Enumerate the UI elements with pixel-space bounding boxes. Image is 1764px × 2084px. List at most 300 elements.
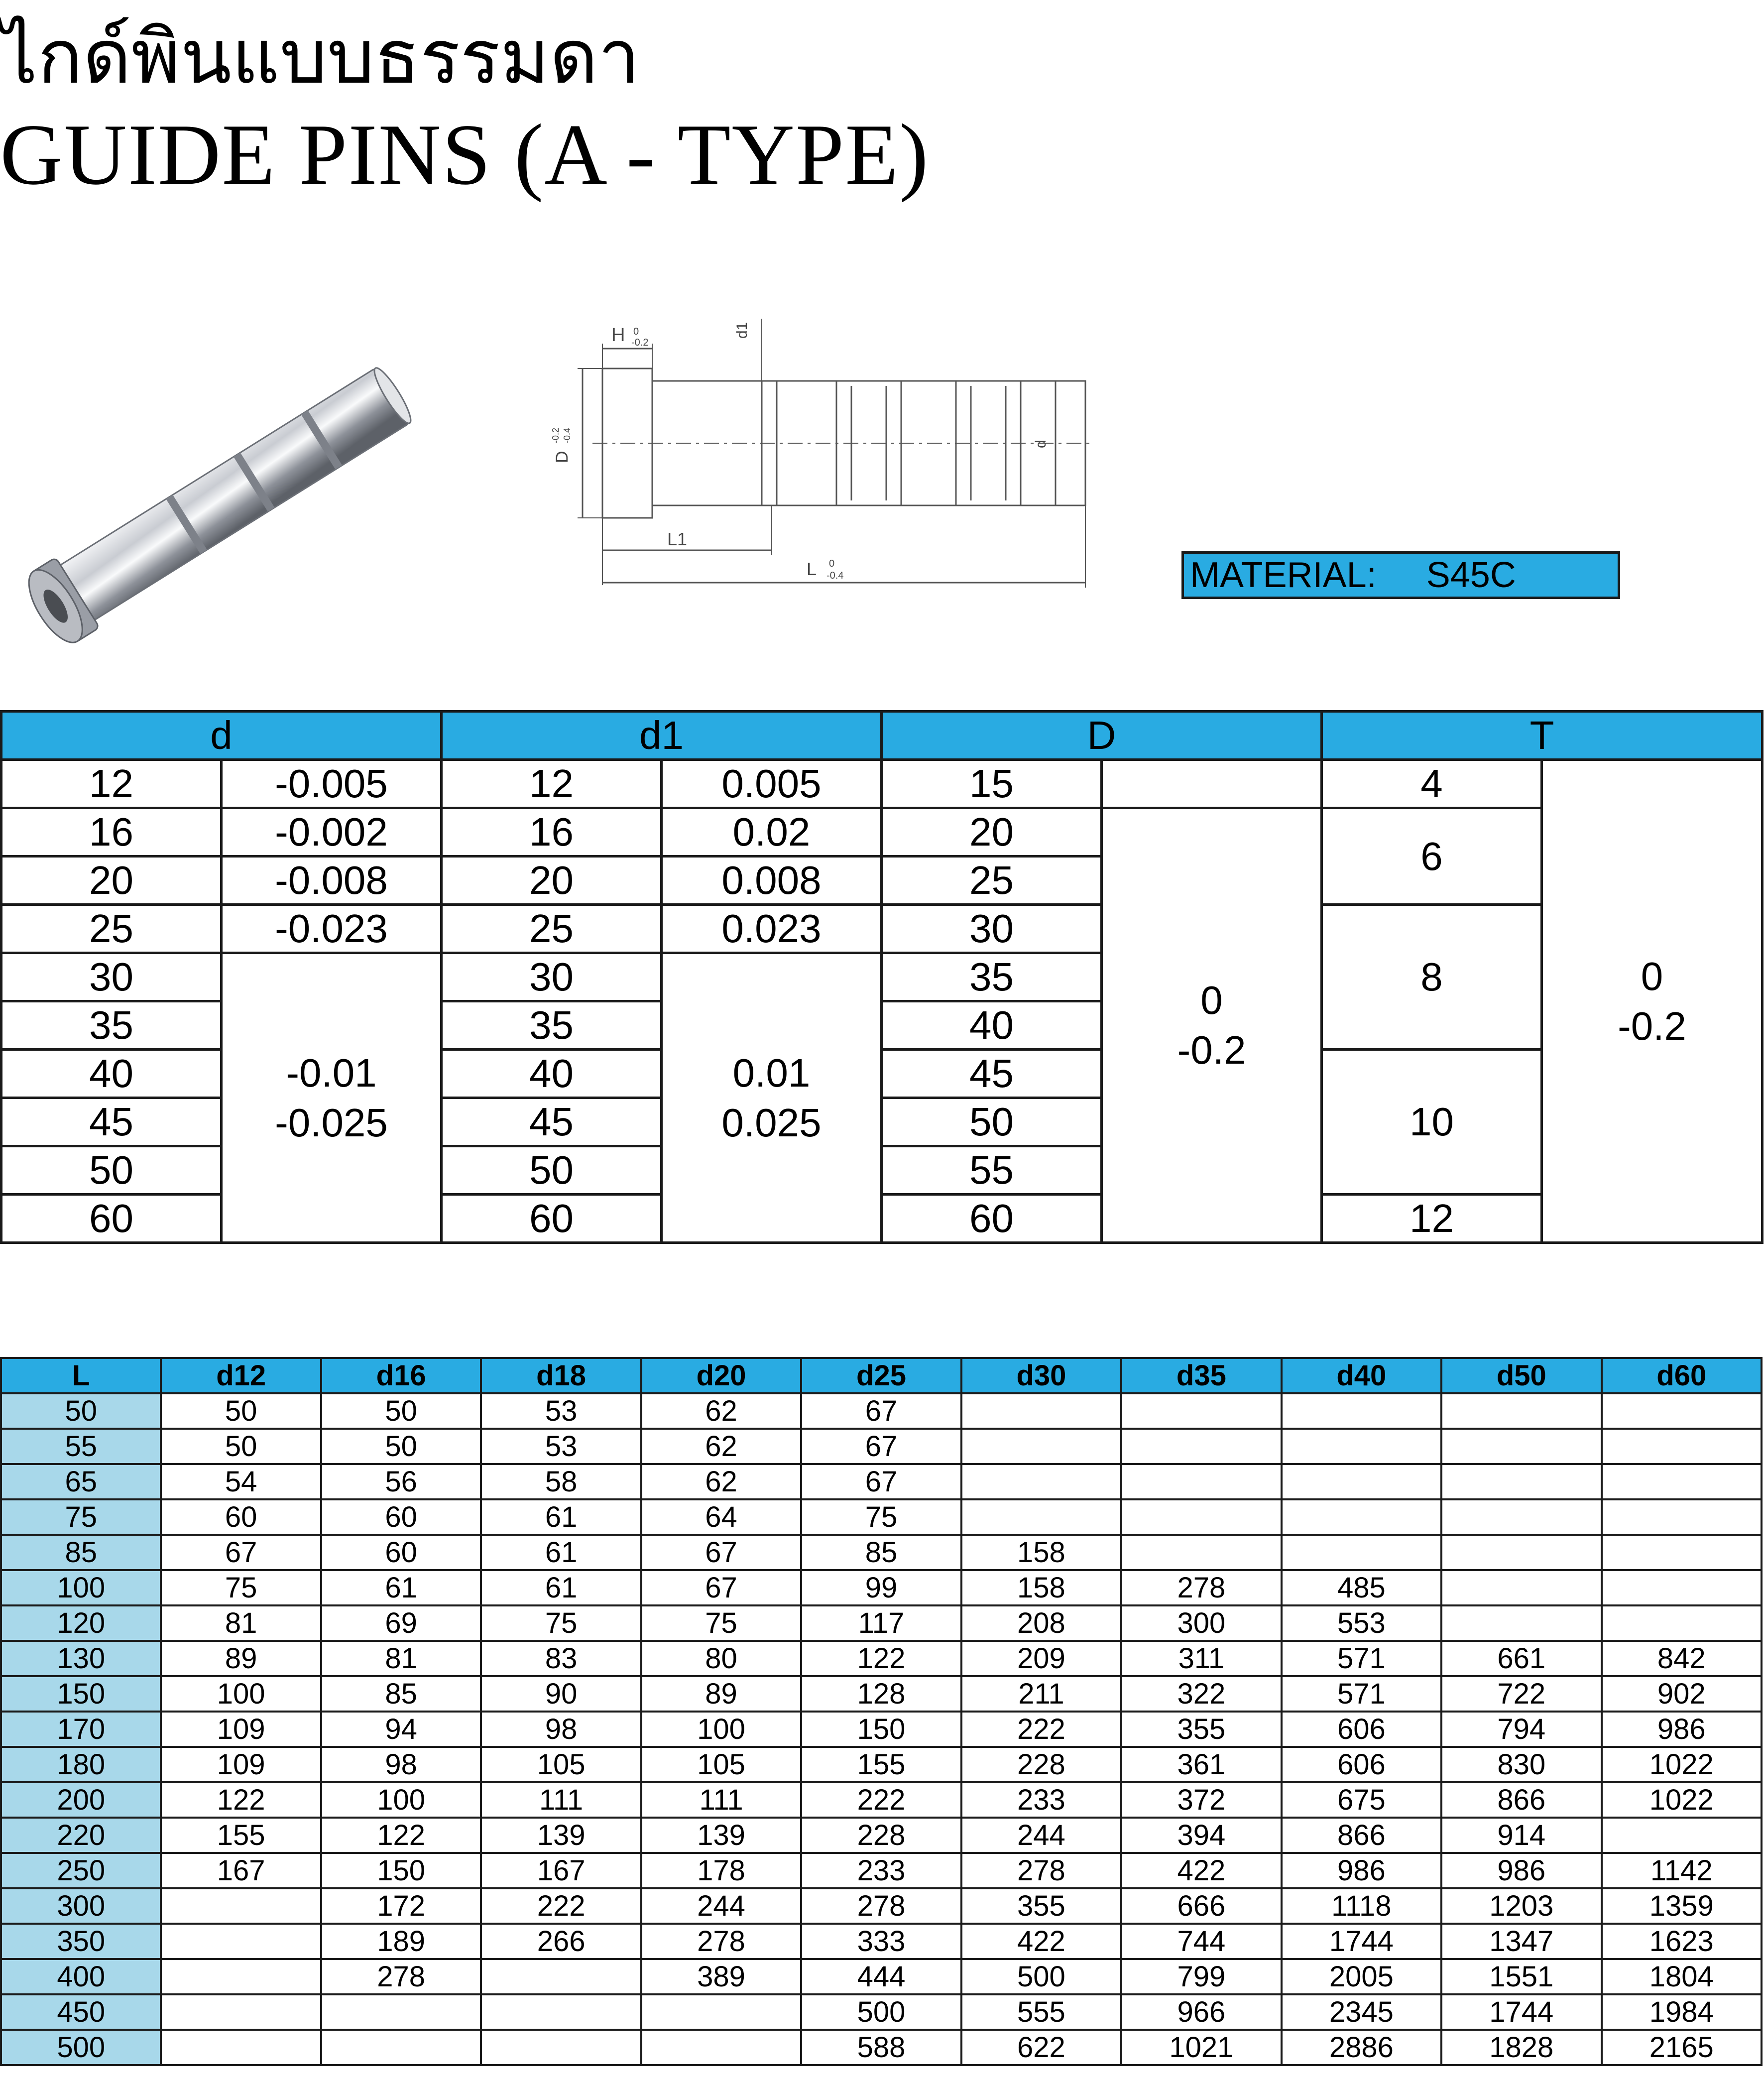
price-cell-d50 bbox=[1441, 1535, 1601, 1570]
price-cell-d12 bbox=[161, 1959, 321, 1994]
price-cell-d60: 1984 bbox=[1602, 1994, 1762, 2030]
spec-cell-T: 10 bbox=[1322, 1050, 1542, 1195]
price-cell-d30: 355 bbox=[961, 1888, 1121, 1924]
price-header-row bbox=[1, 1358, 1762, 1393]
table-row bbox=[1, 1888, 1762, 1924]
price-cell-d35 bbox=[1121, 1464, 1281, 1499]
spec-cell-D: 20 bbox=[882, 808, 1102, 857]
spec-header-d1: d1 bbox=[442, 712, 882, 760]
price-cell-d20: 105 bbox=[641, 1747, 801, 1782]
price-cell-d60: 1623 bbox=[1602, 1924, 1762, 1959]
price-cell-d16: 50 bbox=[321, 1429, 481, 1464]
table-row bbox=[1, 1782, 1762, 1818]
drawing-tol-zero-H: 0 bbox=[633, 326, 639, 337]
price-cell-d40: 2005 bbox=[1282, 1959, 1441, 1994]
price-cell-d12: 155 bbox=[161, 1818, 321, 1853]
price-cell-d30: 500 bbox=[961, 1959, 1121, 1994]
price-cell-d20: 62 bbox=[641, 1464, 801, 1499]
price-cell-d12: 109 bbox=[161, 1712, 321, 1747]
table-row bbox=[1, 1959, 1762, 1994]
price-cell-d40 bbox=[1282, 1464, 1441, 1499]
price-cell-d60 bbox=[1602, 1570, 1762, 1605]
spec-cell-d1: 30 bbox=[442, 953, 662, 1001]
price-cell-length: 55 bbox=[1, 1429, 161, 1464]
price-cell-d12: 50 bbox=[161, 1429, 321, 1464]
price-cell-d60 bbox=[1602, 1818, 1762, 1853]
material-box bbox=[1181, 551, 1620, 599]
price-cell-d16: 94 bbox=[321, 1712, 481, 1747]
price-cell-d40: 2345 bbox=[1282, 1994, 1441, 2030]
drawing-label-L: L bbox=[807, 559, 817, 579]
price-cell-d12: 167 bbox=[161, 1853, 321, 1888]
price-cell-d50 bbox=[1441, 1499, 1601, 1535]
price-cell-d16: 100 bbox=[321, 1782, 481, 1818]
spec-cell-d1-tol: 0.005 bbox=[662, 760, 882, 808]
spec-cell-d-tol: -0.005 bbox=[222, 760, 442, 808]
spec-cell-T: 6 bbox=[1322, 808, 1542, 905]
price-cell-d50: 1551 bbox=[1441, 1959, 1601, 1994]
price-cell-d18: 61 bbox=[481, 1499, 641, 1535]
price-header-d20: d20 bbox=[641, 1358, 801, 1393]
price-cell-d25: 67 bbox=[801, 1429, 961, 1464]
price-cell-d50: 1203 bbox=[1441, 1888, 1601, 1924]
price-cell-d16: 61 bbox=[321, 1570, 481, 1605]
price-cell-d60 bbox=[1602, 1499, 1762, 1535]
price-cell-d40 bbox=[1282, 1429, 1441, 1464]
table-row bbox=[1, 1641, 1762, 1676]
drawing-label-d: d bbox=[1033, 440, 1049, 448]
price-cell-d12 bbox=[161, 2030, 321, 2065]
price-cell-d40 bbox=[1282, 1535, 1441, 1570]
spec-cell-d: 60 bbox=[1, 1195, 222, 1243]
price-cell-d30: 222 bbox=[961, 1712, 1121, 1747]
price-cell-d18: 53 bbox=[481, 1429, 641, 1464]
price-cell-d50: 1347 bbox=[1441, 1924, 1601, 1959]
price-cell-d18: 75 bbox=[481, 1605, 641, 1641]
spec-cell-D: 30 bbox=[882, 905, 1102, 953]
guide-pin-technical-drawing bbox=[538, 299, 1095, 608]
price-cell-d20: 64 bbox=[641, 1499, 801, 1535]
price-cell-d25: 75 bbox=[801, 1499, 961, 1535]
price-cell-length: 400 bbox=[1, 1959, 161, 1994]
price-cell-d25: 155 bbox=[801, 1747, 961, 1782]
spec-cell-d1-tolerance-group bbox=[662, 953, 882, 1243]
spec-cell-D: 15 bbox=[882, 760, 1102, 808]
table-row bbox=[1, 1994, 1762, 2030]
price-header-d12: d12 bbox=[161, 1358, 321, 1393]
spec-cell-D: 50 bbox=[882, 1098, 1102, 1146]
price-cell-length: 120 bbox=[1, 1605, 161, 1641]
spec-header-row bbox=[1, 712, 1763, 760]
price-cell-length: 85 bbox=[1, 1535, 161, 1570]
spec-d-tol-upper: -0.01 bbox=[286, 1050, 377, 1095]
price-cell-d25: 85 bbox=[801, 1535, 961, 1570]
price-cell-d25: 278 bbox=[801, 1888, 961, 1924]
price-cell-d18: 58 bbox=[481, 1464, 641, 1499]
price-cell-d18: 105 bbox=[481, 1747, 641, 1782]
price-cell-d20: 67 bbox=[641, 1535, 801, 1570]
spec-cell-d1: 45 bbox=[442, 1098, 662, 1146]
price-cell-d35 bbox=[1121, 1535, 1281, 1570]
price-cell-d40: 866 bbox=[1282, 1818, 1441, 1853]
price-cell-d20: 75 bbox=[641, 1605, 801, 1641]
price-cell-d25: 150 bbox=[801, 1712, 961, 1747]
price-cell-d16: 56 bbox=[321, 1464, 481, 1499]
price-cell-d20: 389 bbox=[641, 1959, 801, 1994]
drawing-label-H: H bbox=[611, 325, 625, 346]
price-cell-d12 bbox=[161, 1888, 321, 1924]
price-cell-d35: 311 bbox=[1121, 1641, 1281, 1676]
price-cell-length: 130 bbox=[1, 1641, 161, 1676]
price-cell-d16: 98 bbox=[321, 1747, 481, 1782]
price-cell-length: 220 bbox=[1, 1818, 161, 1853]
price-cell-d30: 278 bbox=[961, 1853, 1121, 1888]
price-cell-d60: 1142 bbox=[1602, 1853, 1762, 1888]
spec-cell-D: 45 bbox=[882, 1050, 1102, 1098]
drawing-tol-L: -0.4 bbox=[826, 570, 844, 581]
price-cell-d50: 1828 bbox=[1441, 2030, 1601, 2065]
price-cell-d40: 1744 bbox=[1282, 1924, 1441, 1959]
price-cell-d60 bbox=[1602, 1535, 1762, 1570]
price-cell-d60: 2165 bbox=[1602, 2030, 1762, 2065]
price-cell-d50: 866 bbox=[1441, 1782, 1601, 1818]
spec-cell-d1: 60 bbox=[442, 1195, 662, 1243]
price-cell-d18: 222 bbox=[481, 1888, 641, 1924]
spec-cell-d1: 40 bbox=[442, 1050, 662, 1098]
price-cell-d30: 158 bbox=[961, 1535, 1121, 1570]
page-title-thai: ไกด์พินแบบธรรมดา bbox=[0, 14, 640, 101]
price-header-d16: d16 bbox=[321, 1358, 481, 1393]
price-cell-d25: 122 bbox=[801, 1641, 961, 1676]
spec-row bbox=[1, 760, 1763, 808]
price-cell-d16: 150 bbox=[321, 1853, 481, 1888]
spec-row bbox=[1, 905, 1763, 953]
price-cell-d50: 722 bbox=[1441, 1676, 1601, 1712]
spec-cell-d1-tol: 0.023 bbox=[662, 905, 882, 953]
spec-cell-d1-tol: 0.02 bbox=[662, 808, 882, 857]
price-cell-d50 bbox=[1441, 1464, 1601, 1499]
price-cell-d50: 830 bbox=[1441, 1747, 1601, 1782]
price-cell-d60: 902 bbox=[1602, 1676, 1762, 1712]
price-cell-d18 bbox=[481, 1994, 641, 2030]
price-cell-d35: 355 bbox=[1121, 1712, 1281, 1747]
price-cell-d30 bbox=[961, 1499, 1121, 1535]
price-header-d18: d18 bbox=[481, 1358, 641, 1393]
spec-cell-d: 40 bbox=[1, 1050, 222, 1098]
price-cell-d25: 228 bbox=[801, 1818, 961, 1853]
price-cell-d50: 914 bbox=[1441, 1818, 1601, 1853]
price-cell-d25: 67 bbox=[801, 1393, 961, 1429]
price-cell-d30: 211 bbox=[961, 1676, 1121, 1712]
price-cell-d12: 67 bbox=[161, 1535, 321, 1570]
drawing-tol-H: -0.2 bbox=[631, 337, 649, 348]
price-cell-d16: 189 bbox=[321, 1924, 481, 1959]
price-header-d35: d35 bbox=[1121, 1358, 1281, 1393]
spec-row bbox=[1, 808, 1763, 857]
price-cell-length: 300 bbox=[1, 1888, 161, 1924]
spec-d1-tol-lower: 0.025 bbox=[721, 1100, 822, 1145]
spec-cell-d-tol: -0.023 bbox=[222, 905, 442, 953]
price-cell-d18: 111 bbox=[481, 1782, 641, 1818]
spec-cell-d: 12 bbox=[1, 760, 222, 808]
table-row bbox=[1, 1499, 1762, 1535]
price-cell-length: 150 bbox=[1, 1676, 161, 1712]
price-cell-d18: 139 bbox=[481, 1818, 641, 1853]
spec-cell-d: 30 bbox=[1, 953, 222, 1001]
spec-d1-tol-upper: 0.01 bbox=[732, 1050, 811, 1095]
spec-cell-T: 4 bbox=[1322, 760, 1542, 808]
spec-cell-d1: 50 bbox=[442, 1146, 662, 1195]
spec-cell-D-tol-empty bbox=[1102, 760, 1322, 808]
spec-cell-d: 35 bbox=[1, 1001, 222, 1050]
price-cell-length: 450 bbox=[1, 1994, 161, 2030]
price-cell-d35 bbox=[1121, 1393, 1281, 1429]
table-row bbox=[1, 2030, 1762, 2065]
spec-cell-d-tol: -0.002 bbox=[222, 808, 442, 857]
price-cell-d30: 209 bbox=[961, 1641, 1121, 1676]
price-cell-d35: 278 bbox=[1121, 1570, 1281, 1605]
price-cell-d12: 89 bbox=[161, 1641, 321, 1676]
spec-cell-D: 60 bbox=[882, 1195, 1102, 1243]
price-cell-d20: 139 bbox=[641, 1818, 801, 1853]
drawing-tol-D-upper: -0.2 bbox=[551, 427, 561, 443]
price-cell-d35: 422 bbox=[1121, 1853, 1281, 1888]
material-label: MATERIAL: bbox=[1190, 555, 1377, 595]
price-cell-d40: 571 bbox=[1282, 1676, 1441, 1712]
price-cell-length: 65 bbox=[1, 1464, 161, 1499]
price-cell-d18 bbox=[481, 1959, 641, 1994]
price-cell-d60 bbox=[1602, 1429, 1762, 1464]
price-cell-length: 350 bbox=[1, 1924, 161, 1959]
price-cell-d50: 794 bbox=[1441, 1712, 1601, 1747]
price-cell-d16 bbox=[321, 2030, 481, 2065]
price-cell-d60: 842 bbox=[1602, 1641, 1762, 1676]
price-cell-d30: 158 bbox=[961, 1570, 1121, 1605]
spec-cell-d1: 25 bbox=[442, 905, 662, 953]
price-cell-d12: 109 bbox=[161, 1747, 321, 1782]
table-row bbox=[1, 1464, 1762, 1499]
price-cell-d20 bbox=[641, 1994, 801, 2030]
price-cell-d20: 244 bbox=[641, 1888, 801, 1924]
price-cell-d18: 61 bbox=[481, 1570, 641, 1605]
price-cell-d16: 60 bbox=[321, 1535, 481, 1570]
price-cell-d60 bbox=[1602, 1605, 1762, 1641]
price-cell-d35: 799 bbox=[1121, 1959, 1281, 1994]
price-cell-d12: 81 bbox=[161, 1605, 321, 1641]
price-cell-d60: 1359 bbox=[1602, 1888, 1762, 1924]
table-row bbox=[1, 1747, 1762, 1782]
table-row bbox=[1, 1818, 1762, 1853]
price-cell-d35 bbox=[1121, 1429, 1281, 1464]
material-value: S45C bbox=[1426, 555, 1516, 595]
drawing-label-D: D bbox=[553, 451, 572, 463]
price-cell-d60: 1804 bbox=[1602, 1959, 1762, 1994]
price-cell-d40: 986 bbox=[1282, 1853, 1441, 1888]
price-cell-length: 250 bbox=[1, 1853, 161, 1888]
spec-cell-d: 25 bbox=[1, 905, 222, 953]
price-cell-d50: 986 bbox=[1441, 1853, 1601, 1888]
spec-T-tol-upper: 0 bbox=[1641, 954, 1663, 998]
price-cell-d30: 622 bbox=[961, 2030, 1121, 2065]
price-header-d30: d30 bbox=[961, 1358, 1121, 1393]
price-cell-d16: 278 bbox=[321, 1959, 481, 1994]
spec-cell-D: 55 bbox=[882, 1146, 1102, 1195]
price-cell-d20: 178 bbox=[641, 1853, 801, 1888]
drawing-label-L1: L1 bbox=[667, 529, 688, 549]
price-cell-d30: 422 bbox=[961, 1924, 1121, 1959]
price-cell-d35: 300 bbox=[1121, 1605, 1281, 1641]
table-row bbox=[1, 1535, 1762, 1570]
price-header-l: L bbox=[1, 1358, 161, 1393]
price-cell-d25: 500 bbox=[801, 1994, 961, 2030]
price-cell-d35: 1021 bbox=[1121, 2030, 1281, 2065]
spec-cell-d: 45 bbox=[1, 1098, 222, 1146]
price-cell-d25: 333 bbox=[801, 1924, 961, 1959]
price-cell-d60 bbox=[1602, 1393, 1762, 1429]
price-cell-d50: 1744 bbox=[1441, 1994, 1601, 2030]
price-cell-d35 bbox=[1121, 1499, 1281, 1535]
price-cell-d40: 485 bbox=[1282, 1570, 1441, 1605]
tolerance-spec-table bbox=[0, 710, 1764, 1244]
price-cell-d35: 322 bbox=[1121, 1676, 1281, 1712]
price-cell-length: 100 bbox=[1, 1570, 161, 1605]
price-cell-d16: 85 bbox=[321, 1676, 481, 1712]
price-cell-d60 bbox=[1602, 1464, 1762, 1499]
price-cell-d60: 1022 bbox=[1602, 1782, 1762, 1818]
price-cell-d30 bbox=[961, 1429, 1121, 1464]
price-cell-length: 200 bbox=[1, 1782, 161, 1818]
price-cell-d16: 122 bbox=[321, 1818, 481, 1853]
price-cell-d50 bbox=[1441, 1393, 1601, 1429]
table-row bbox=[1, 1712, 1762, 1747]
spec-cell-D: 25 bbox=[882, 857, 1102, 905]
price-cell-d35: 394 bbox=[1121, 1818, 1281, 1853]
spec-D-tol-upper: 0 bbox=[1200, 978, 1223, 1022]
price-cell-d18: 167 bbox=[481, 1853, 641, 1888]
price-cell-d16: 81 bbox=[321, 1641, 481, 1676]
table-row bbox=[1, 1429, 1762, 1464]
price-cell-d20: 278 bbox=[641, 1924, 801, 1959]
price-cell-d35: 361 bbox=[1121, 1747, 1281, 1782]
spec-cell-d: 20 bbox=[1, 857, 222, 905]
price-cell-d30: 555 bbox=[961, 1994, 1121, 2030]
guide-pin-photo bbox=[20, 344, 428, 652]
spec-cell-T: 8 bbox=[1322, 905, 1542, 1050]
price-cell-d16: 50 bbox=[321, 1393, 481, 1429]
spec-cell-d1: 35 bbox=[442, 1001, 662, 1050]
price-cell-d16: 172 bbox=[321, 1888, 481, 1924]
price-cell-d40: 1118 bbox=[1282, 1888, 1441, 1924]
spec-cell-d1: 16 bbox=[442, 808, 662, 857]
price-cell-d12: 122 bbox=[161, 1782, 321, 1818]
spec-cell-d: 16 bbox=[1, 808, 222, 857]
price-cell-d50: 661 bbox=[1441, 1641, 1601, 1676]
price-cell-d16: 69 bbox=[321, 1605, 481, 1641]
price-cell-d18: 98 bbox=[481, 1712, 641, 1747]
spec-header-T: T bbox=[1322, 712, 1763, 760]
price-cell-d40: 553 bbox=[1282, 1605, 1441, 1641]
price-cell-d18: 53 bbox=[481, 1393, 641, 1429]
spec-cell-d1-tol: 0.008 bbox=[662, 857, 882, 905]
drawing-tol-D-lower: -0.4 bbox=[562, 427, 572, 443]
price-cell-d40 bbox=[1282, 1499, 1441, 1535]
page-title-english: GUIDE PINS (A - TYPE) bbox=[0, 106, 930, 203]
price-cell-d35: 744 bbox=[1121, 1924, 1281, 1959]
price-cell-d30: 244 bbox=[961, 1818, 1121, 1853]
price-cell-d12 bbox=[161, 1994, 321, 2030]
price-cell-d12: 75 bbox=[161, 1570, 321, 1605]
price-cell-d25: 128 bbox=[801, 1676, 961, 1712]
spec-cell-T: 12 bbox=[1322, 1195, 1542, 1243]
price-cell-d25: 222 bbox=[801, 1782, 961, 1818]
price-cell-d20: 80 bbox=[641, 1641, 801, 1676]
spec-cell-d-tolerance-group bbox=[222, 953, 442, 1243]
price-cell-d40: 675 bbox=[1282, 1782, 1441, 1818]
price-cell-d20: 89 bbox=[641, 1676, 801, 1712]
spec-cell-d1: 20 bbox=[442, 857, 662, 905]
table-row bbox=[1, 1853, 1762, 1888]
price-cell-d20: 67 bbox=[641, 1570, 801, 1605]
spec-cell-D: 35 bbox=[882, 953, 1102, 1001]
spec-cell-D-tolerance bbox=[1102, 808, 1322, 1243]
price-header-d50: d50 bbox=[1441, 1358, 1601, 1393]
price-cell-d25: 233 bbox=[801, 1853, 961, 1888]
table-row bbox=[1, 1924, 1762, 1959]
price-header-d25: d25 bbox=[801, 1358, 961, 1393]
price-header-d40: d40 bbox=[1282, 1358, 1441, 1393]
price-cell-d12 bbox=[161, 1924, 321, 1959]
price-cell-length: 180 bbox=[1, 1747, 161, 1782]
price-cell-d20: 62 bbox=[641, 1429, 801, 1464]
table-row bbox=[1, 1393, 1762, 1429]
table-row bbox=[1, 1605, 1762, 1641]
spec-cell-T-tolerance bbox=[1542, 760, 1763, 1243]
price-cell-length: 50 bbox=[1, 1393, 161, 1429]
price-cell-d40: 571 bbox=[1282, 1641, 1441, 1676]
price-cell-d16: 60 bbox=[321, 1499, 481, 1535]
price-cell-d25: 99 bbox=[801, 1570, 961, 1605]
price-cell-d60: 1022 bbox=[1602, 1747, 1762, 1782]
price-cell-d18: 90 bbox=[481, 1676, 641, 1712]
price-cell-d30: 233 bbox=[961, 1782, 1121, 1818]
price-cell-d25: 444 bbox=[801, 1959, 961, 1994]
drawing-tol-zero-L: 0 bbox=[829, 558, 835, 569]
spec-cell-d-tol: -0.008 bbox=[222, 857, 442, 905]
price-cell-d30: 228 bbox=[961, 1747, 1121, 1782]
price-cell-d40: 606 bbox=[1282, 1747, 1441, 1782]
price-cell-d12: 54 bbox=[161, 1464, 321, 1499]
price-cell-d40 bbox=[1282, 1393, 1441, 1429]
price-cell-d20: 62 bbox=[641, 1393, 801, 1429]
price-header-d60: d60 bbox=[1602, 1358, 1762, 1393]
price-cell-d30 bbox=[961, 1393, 1121, 1429]
price-cell-d25: 67 bbox=[801, 1464, 961, 1499]
price-cell-d30 bbox=[961, 1464, 1121, 1499]
price-cell-d18: 83 bbox=[481, 1641, 641, 1676]
price-cell-d20 bbox=[641, 2030, 801, 2065]
price-cell-d40: 606 bbox=[1282, 1712, 1441, 1747]
price-cell-length: 75 bbox=[1, 1499, 161, 1535]
price-cell-d20: 100 bbox=[641, 1712, 801, 1747]
price-cell-d30: 208 bbox=[961, 1605, 1121, 1641]
spec-d-tol-lower: -0.025 bbox=[275, 1100, 388, 1145]
spec-cell-d: 50 bbox=[1, 1146, 222, 1195]
price-cell-d35: 372 bbox=[1121, 1782, 1281, 1818]
price-cell-d35: 966 bbox=[1121, 1994, 1281, 2030]
price-cell-d12: 50 bbox=[161, 1393, 321, 1429]
price-cell-d20: 111 bbox=[641, 1782, 801, 1818]
spec-cell-d1: 12 bbox=[442, 760, 662, 808]
